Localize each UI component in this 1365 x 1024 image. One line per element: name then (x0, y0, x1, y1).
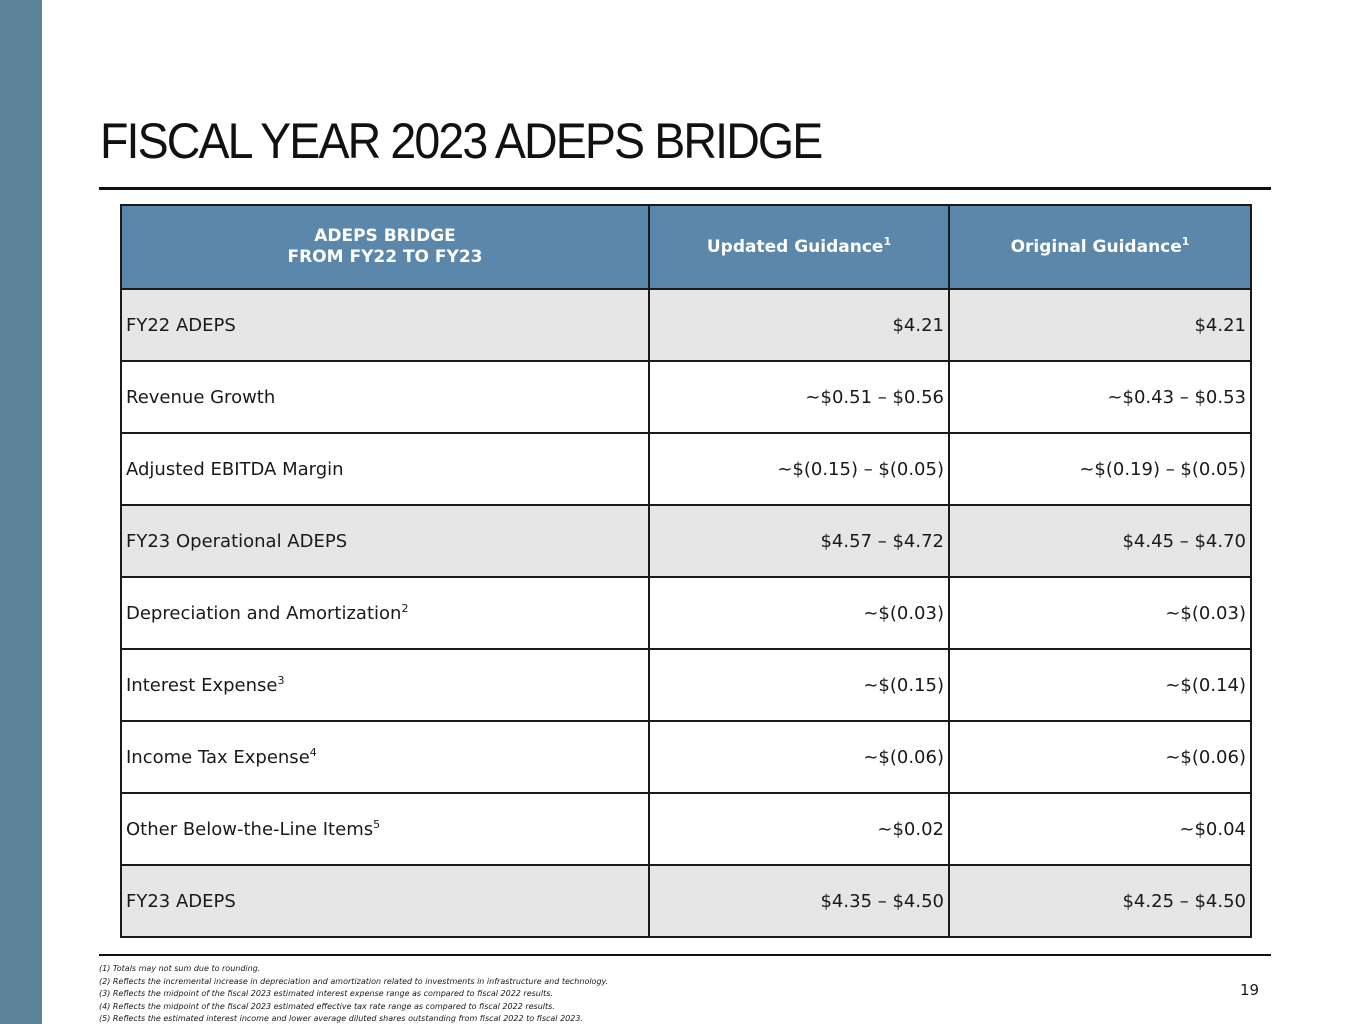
footnote-1: (1) Totals may not sum due to rounding. (99, 964, 261, 973)
row-original-value: ~$(0.19) – $(0.05) (949, 433, 1251, 505)
row-label-text: Other Below-the-Line Items (126, 818, 374, 840)
row-updated-value: ~$(0.06) (649, 721, 949, 793)
row-updated-value: $4.35 – $4.50 (649, 865, 949, 937)
row-footnote-ref: 5 (373, 817, 381, 831)
table-row (121, 721, 1251, 793)
row-original-value: $4.21 (949, 289, 1251, 361)
page-number: 19 (1240, 981, 1260, 999)
row-label-text: FY23 ADEPS (126, 890, 236, 912)
row-label (121, 793, 649, 865)
row-updated-value: $4.21 (649, 289, 949, 361)
table-row (121, 649, 1251, 721)
table-row (121, 289, 1251, 361)
row-label-text: Depreciation and Amortization (126, 602, 402, 624)
footnotes (99, 963, 1099, 1024)
footnote-4: (4) Reflects the midpoint of the fiscal 2023 estimated effective tax rate range as compared to fiscal 2022 results. (99, 1001, 555, 1011)
header-original-footnote-ref: 1 (1181, 234, 1190, 248)
footnote-5: (5) Reflects the estimated interest income and lower average diluted shares outstanding from fiscal 2022 to fiscal 2023. (99, 1014, 583, 1023)
row-original-value: ~$0.43 – $0.53 (949, 361, 1251, 433)
row-updated-value: $4.57 – $4.72 (649, 505, 949, 577)
row-label-text: Interest Expense (126, 674, 278, 696)
header-updated-guidance (649, 205, 949, 289)
row-original-value: ~$(0.06) (949, 721, 1251, 793)
table-header-row (121, 205, 1251, 289)
table-row (121, 361, 1251, 433)
row-label-text: FY23 Operational ADEPS (126, 530, 348, 552)
row-updated-value: ~$0.02 (649, 793, 949, 865)
row-label (121, 577, 649, 649)
row-label (121, 505, 649, 577)
footnote-2: (2) Reflects the incremental increase in depreciation and amortization related to investments in infrastructure and technology. (99, 976, 609, 986)
header-updated-text: Updated Guidance (706, 236, 884, 257)
row-footnote-ref: 2 (401, 601, 409, 615)
table-row (121, 505, 1251, 577)
header-label (121, 205, 649, 289)
header-updated-footnote-ref: 1 (883, 234, 892, 248)
row-label (121, 289, 649, 361)
row-original-value: $4.45 – $4.70 (949, 505, 1251, 577)
header-original-guidance (949, 205, 1251, 289)
row-label-text: Income Tax Expense (126, 746, 310, 768)
table-row (121, 865, 1251, 937)
title-divider (99, 187, 1271, 190)
row-updated-value: ~$(0.03) (649, 577, 949, 649)
header-original-text: Original Guidance (1010, 236, 1182, 257)
row-label (121, 649, 649, 721)
footnote-divider (99, 954, 1271, 956)
side-accent-bar (0, 0, 42, 1024)
row-label-text: FY22 ADEPS (126, 314, 236, 336)
row-label (121, 361, 649, 433)
row-footnote-ref: 4 (309, 745, 317, 759)
row-updated-value: ~$(0.15) (649, 649, 949, 721)
row-label (121, 865, 649, 937)
row-label-text: Revenue Growth (126, 386, 276, 408)
header-label-line1: ADEPS BRIDGE (314, 226, 456, 246)
row-footnote-ref: 3 (277, 673, 285, 687)
row-updated-value: ~$(0.15) – $(0.05) (649, 433, 949, 505)
row-original-value: $4.25 – $4.50 (949, 865, 1251, 937)
header-label-line2: FROM FY22 TO FY23 (287, 247, 483, 267)
row-updated-value: ~$0.51 – $0.56 (649, 361, 949, 433)
table-row (121, 793, 1251, 865)
row-label (121, 721, 649, 793)
row-label (121, 433, 649, 505)
row-original-value: ~$(0.03) (949, 577, 1251, 649)
page-title: FISCAL YEAR 2023 ADEPS BRIDGE (100, 113, 822, 169)
row-label-text: Adjusted EBITDA Margin (126, 458, 344, 480)
row-original-value: ~$0.04 (949, 793, 1251, 865)
footnote-3: (3) Reflects the midpoint of the fiscal 2023 estimated interest expense range as compared to fiscal 2022 results. (99, 989, 553, 998)
table-row (121, 433, 1251, 505)
table-row (121, 577, 1251, 649)
adeps-bridge-table (120, 204, 1252, 938)
row-original-value: ~$(0.14) (949, 649, 1251, 721)
